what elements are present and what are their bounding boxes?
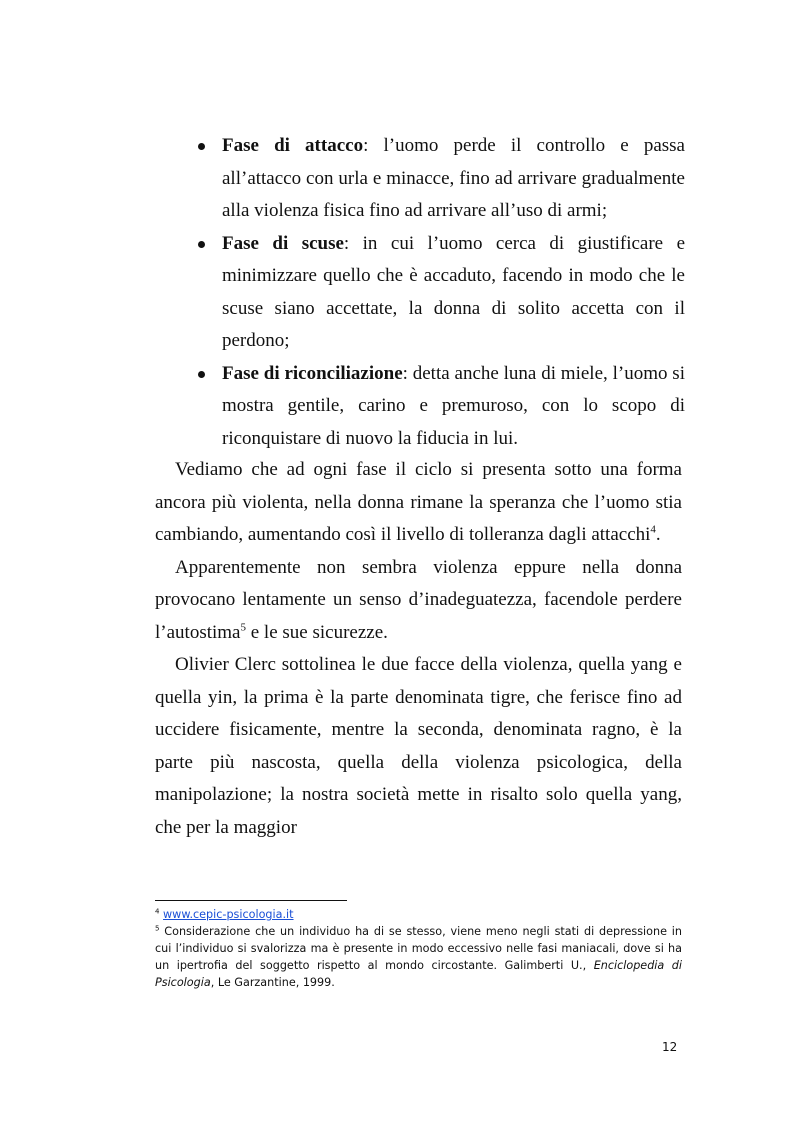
footnote <box>155 906 682 923</box>
footnote <box>155 923 682 991</box>
footnote-separator <box>155 900 347 901</box>
paragraph-text: Apparentemente non sembra violenza eppure nella donna provocano lentamente un senso d’inadeguatezza, facendole perdere l’autostima <box>155 556 682 643</box>
list-item <box>195 228 685 358</box>
paragraph-text: Vediamo che ad ogni fase il ciclo si presenta sotto una forma ancora più violenta, nella donna rimane la speranza che l’uomo stia cambiando, aumentando così il livello di tolleranza dagli attacchi <box>155 459 682 545</box>
phase-term: Fase di scuse <box>222 232 344 254</box>
bullet-icon <box>198 143 205 150</box>
page-number: 12 <box>662 1040 678 1054</box>
phase-text: : in cui l’uomo cerca di giustificare e minimizzare quello che è accaduto, facendo in modo che le scuse siano accettate, la donna di solito accetta con il perdono; <box>222 232 686 351</box>
paragraph-text: Olivier Clerc sottolinea le due facce della violenza, quella yang e quella yin, la prima è la parte denominata tigre, che ferisce fino ad uccidere fisicamente, mentre la seconda, denominata ragno, è la parte più nascosta, quella della violenza psicologica, della manipolazione; la nostra società mette in risalto solo quella yang, che per la maggior <box>155 654 682 838</box>
phase-term: Fase di attacco <box>222 135 364 156</box>
bullet-icon <box>198 241 205 248</box>
phase-term: Fase di riconciliazione <box>222 362 403 384</box>
footnote-link[interactable]: www.cepic-psicologia.it <box>163 908 294 921</box>
phase-text: : detta anche luna di miele, l’uomo si mostra gentile, carino e premuroso, con lo scopo di riconquistare di nuovo la fiducia in lui. <box>222 362 685 449</box>
paragraph <box>155 552 682 650</box>
list-item <box>195 358 685 456</box>
footnote-number: 5 <box>155 924 160 933</box>
footnote-ref[interactable]: 4 <box>650 523 656 536</box>
footnote-number: 4 <box>155 907 160 916</box>
body-text <box>155 454 682 844</box>
footnote-ref[interactable]: 5 <box>240 621 246 634</box>
footnote-text: , Le Garzantine, 1999. <box>210 976 335 989</box>
phase-text: : l’uomo perde il controllo e passa all’attacco con urla e minacce, fino ad arrivare gradualmente alla violenza fisica fino ad arrivare all’uso di armi; <box>222 135 685 221</box>
footnote-text: Considerazione che un individuo ha di se stesso, viene meno negli stati di depressione in cui l’individuo si svalorizza ma è presente in modo eccessivo nelle fasi maniacali, dove si ha un ipertrofia del soggetto rispetto al mondo circostante. Galimberti U., <box>155 925 682 972</box>
paragraph <box>155 649 682 844</box>
paragraph-text: e le sue sicurezze. <box>245 621 388 643</box>
paragraph-text: . <box>655 524 661 545</box>
phase-list <box>195 130 685 455</box>
footnote-title: Enciclopedia di Psicologia <box>155 959 683 989</box>
list-item <box>195 130 685 228</box>
footnotes <box>155 906 682 991</box>
paragraph <box>155 454 682 552</box>
bullet-icon <box>198 371 205 378</box>
